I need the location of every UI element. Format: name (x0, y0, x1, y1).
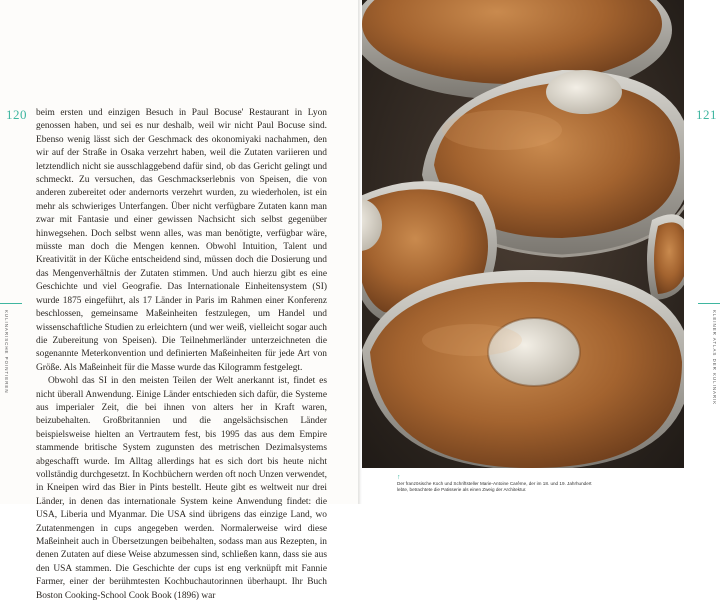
running-head-right: KLEINER ATLAS DER KULINARIK (712, 310, 717, 406)
paragraph-2: Obwohl das SI in den meisten Teilen der Welt anerkannt ist, findet es nicht überall Anwendung. Einige Länder entschieden sich dafür, die Systeme aus imperialer Zeit, die bei ihnen von alters her in Kraft waren, beizubehalten. Großbritannien und die angelsächsischen Länder beispielsweise hielten an Vertrautem fest, bis 1995 das aus dem Empire stammende britische System zugunsten des metrischen Dezimalsystems abgeschafft wurde. Im Alltag allerdings hat es sich dort bis heute nicht vollständig durchgesetzt. In Kochbüchern werden oft noch Unzen verwendet, in Kneipen wird das Bier in Pints bestellt. Heute gibt es weltweit nur drei Länder, in denen das internationale System keine Anwendung findet: die USA, Liberia und Myanmar. Die USA sind übrigens das einzige Land, wo Zutatenmengen in cups angegeben werden. Normalerweise wird diese Maßeinheit auch in Übersetzungen beibehalten, sodass man aus Rezepten, in denen Zutaten auf diese Weise abzumessen sind, schließen kann, dass sie aus den USA stammen. Die Geschichte der cups ist eng verknüpft mit Fannie Farmer, einer der berühmtesten Kochbuchautorinnen überhaupt. Ihr Buch Boston Cooking-School Cook Book (1896) war (36, 376, 327, 601)
cake-photo-illustration (362, 0, 684, 468)
caption-arrow-icon: ↑ (397, 474, 401, 481)
running-head-left: KULINARISCHE POINTIEREN (4, 310, 9, 394)
page-number-left: 120 (6, 107, 27, 122)
side-rule-left (0, 303, 22, 304)
side-rule-right (698, 303, 720, 304)
cake-right-edge (647, 214, 684, 300)
cake-photo (362, 0, 684, 468)
page-number-right: 121 (696, 107, 717, 122)
cake-bottom (362, 270, 684, 468)
paragraph-1: beim ersten und einzigen Besuch in Paul Bocuse' Restaurant in Lyon genossen haben, und sei es nur deshalb, weil wir nicht Paul Bocuse sind. Ebenso wenig lässt sich der Geschmack des okonomiyaki nachahmen, den wir auf der Straße in Osaka verzehrt haben, weil die Zutaten variieren und letztendlich nicht sie ausschlaggebend dafür sind, ob das Gericht gelingt und schmeckt. Zu versuchen, das Geschmackserlebnis von Speisen, die von anderen zubereitet oder andernorts verzehrt wurden, zu wiederholen, ist ein mehr als schwieriges Unterfangen. Über nicht verfügbare Zutaten kann man zwar mit Fantasie und einer gewissen Nachsicht sich selbst gegenüber hinwegsehen. Doch selbst wenn alles, was man benötigte, verfügbar wäre, müsste man doch die Mengen kennen. Obwohl Intuition, Talent und Kreativität in der Küche entscheidend sind, müssen doch die Dosierung und das Mengenverhältnis der Zutaten stimmen. Und auch hierzu gibt es eine Geschichte und viel Geografie. Das Internationale Einheitensystem (SI) wurde 1875 eingeführt, als 17 Länder in Paris im Rahmen einer Konferenz beschlossen, gemeinsame Maßeinheiten festzulegen, um Handel und wissenschaftliche Studien zu erleichtern (und wer weiß, vielleicht sogar auch die Zubereitung von Speisen). Die Teilnehmerländer unterzeichneten die sogenannte Meterkonvention und definierten Maßeinheiten für jede Art von Größe. Als Maßeinheit für die Masse wurde das Kilogramm festgelegt. (36, 108, 327, 373)
body-text (36, 107, 327, 603)
photo-caption: Der französische Koch und Schriftsteller Marie-Antoine Carême, der im 18. und 19. Jahrhundert lebte, betrachtete die Patisserie als einen Zweig der Architektur. (397, 481, 592, 492)
